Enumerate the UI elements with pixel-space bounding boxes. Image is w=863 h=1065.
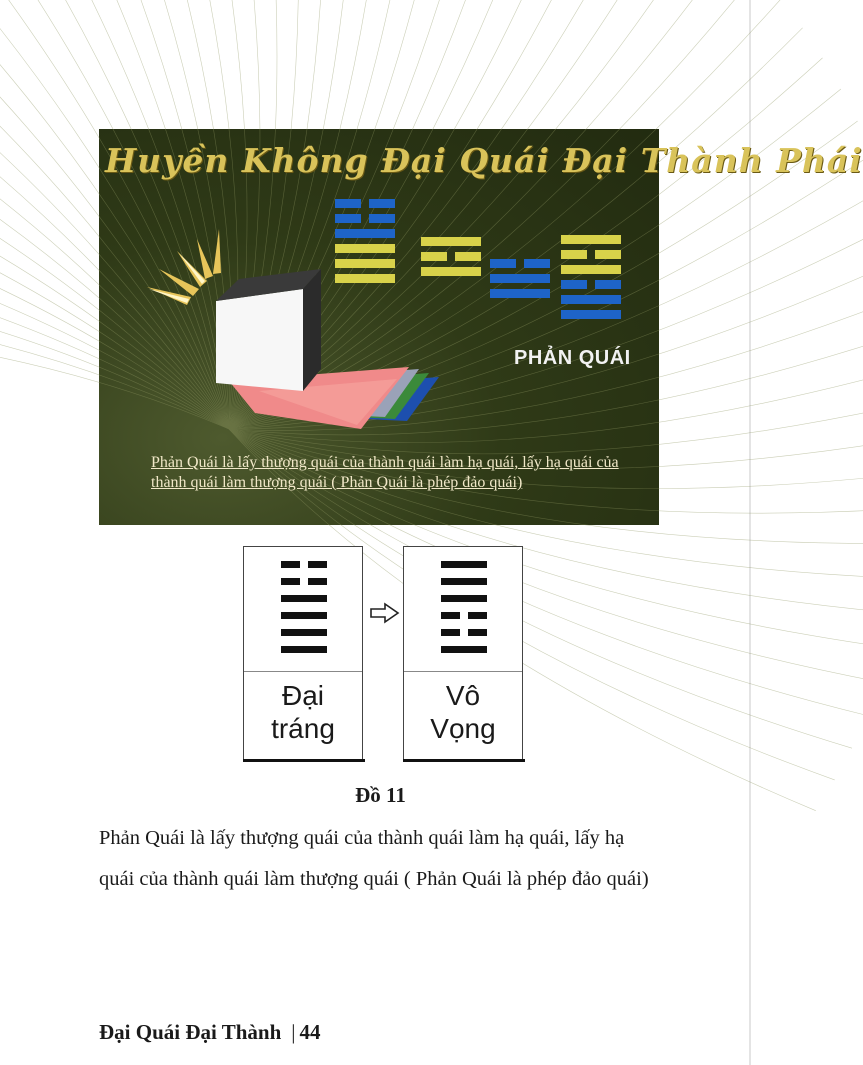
hexagram-1 bbox=[335, 199, 395, 283]
slide-title: Huyền Không Đại Quái Đại Thành Phái bbox=[105, 141, 863, 180]
hexagram-dai-trang-icon bbox=[281, 561, 327, 653]
right-arrow-outline-icon bbox=[370, 602, 400, 624]
card-label-dai-trang: Đại tráng bbox=[271, 680, 335, 744]
hexagram-4 bbox=[561, 235, 621, 319]
page-footer bbox=[99, 1020, 320, 1045]
footer-book-title: Đại Quái Đại Thành bbox=[99, 1020, 282, 1044]
white-cube-graphic bbox=[216, 269, 321, 391]
figure-title: Đồ 11 bbox=[355, 783, 406, 807]
card-dai-trang bbox=[243, 546, 363, 760]
card-label-vo-vong: Vô Vọng bbox=[430, 680, 496, 744]
slide-caption: Phản Quái là lấy thượng quái của thành quái làm hạ quái, lấy hạ quái của thành quái làm thượng quái ( Phản Quái là phép đảo quái) bbox=[151, 454, 619, 491]
footer-separator: | bbox=[291, 1020, 296, 1044]
slide-label-phan-quai: PHẢN QUÁI bbox=[514, 347, 631, 369]
card-vo-vong bbox=[403, 546, 523, 760]
hexagram-2-yellow bbox=[421, 237, 481, 276]
footer-page-number: 44 bbox=[299, 1020, 321, 1044]
slide-image bbox=[99, 129, 863, 525]
body-paragraph: Phản Quái là lấy thượng quái của thành quái làm hạ quái, lấy hạ quái của thành quái làm thượng quái ( Phản Quái là phép đảo quái) bbox=[99, 827, 649, 890]
hexagram-vo-vong-icon bbox=[441, 561, 487, 653]
hexagram-3-blue bbox=[490, 259, 550, 298]
